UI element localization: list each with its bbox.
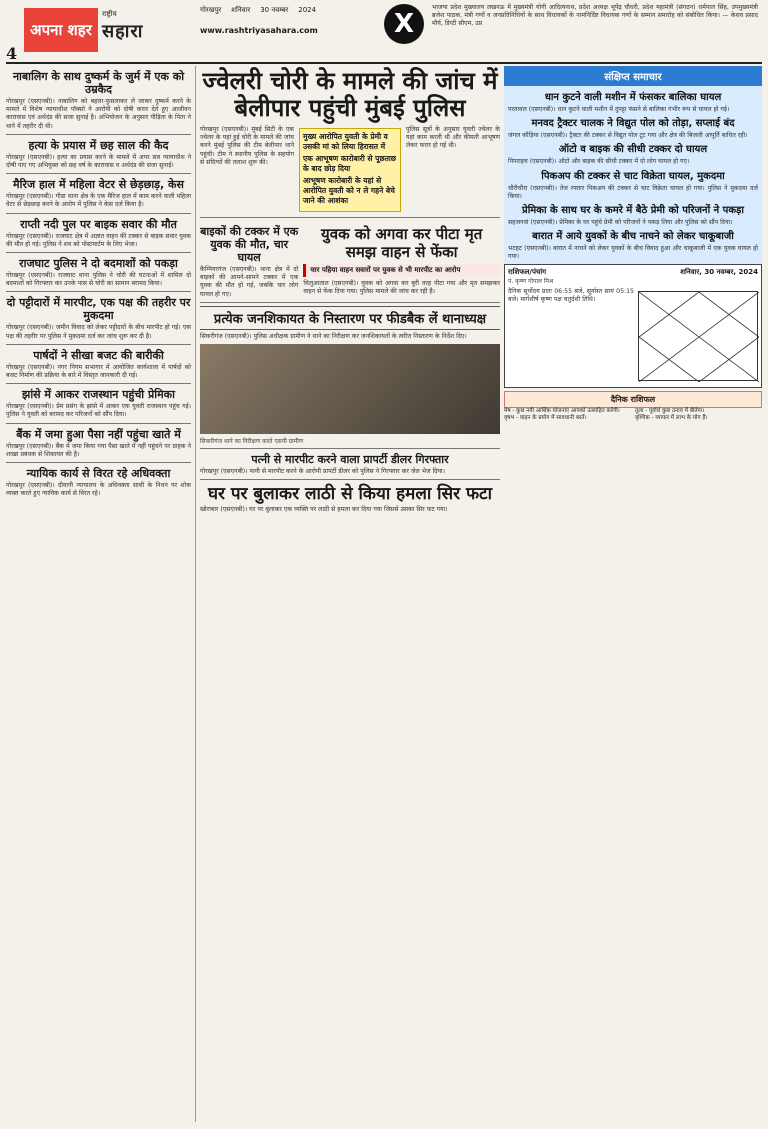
pull-quote: चार पहिया वाहन सवारों पर युवक से भी मारपीट का आरोप (303, 264, 500, 277)
headline: घर पर बुलाकर लाठी से किया हमला सिर फटा (207, 484, 493, 505)
divider (6, 383, 191, 384)
photo-caption: सिकरीगंज थाने का निरीक्षण करते एसपी ग्रामीण (200, 438, 304, 446)
day: शनिवार (231, 6, 251, 14)
headline: दो पट्टीदारों में मारपीट, एक पक्ष की तहरीर पर मुकदमा (6, 296, 191, 323)
highlight-item: मुख्य आरोपित युवती के प्रेमी व उसकी मां को लिया हिरासत में (303, 132, 388, 151)
article-body: गोरखपुर (एसएनबी)। गीडा थाना क्षेत्र के एक मैरिज हाल में काम करने वाली महिला वेटर से छेड़छाड़ करने के आरोप में पुलिस ने केस दर्ज किया है। (6, 193, 191, 209)
headline: प्रेमिका के साथ घर के कमरे में बैठे प्रेमी को परिजनों ने पकड़ा (522, 205, 744, 217)
year: 2024 (298, 6, 317, 14)
headline: नाबालिग के साथ दुष्कर्म के जुर्म में एक को उम्रकैद (12, 70, 185, 96)
article-body: चौरीचौरा (एसएनबी)। तेज रफ्तार पिकअप की टक्कर से चाट विक्रेता घायल हो गया। पुलिस ने मुकदमा दर्ज किया। (508, 184, 758, 200)
divider (6, 344, 191, 345)
secondary-stories (200, 221, 500, 299)
article-body: सिकरीगंज (एसएनबी)। पुलिस अधीक्षक ग्रामीण ने थाने का निरीक्षण कर जनशिकायतों के त्वरित निस्तारण के निर्देश दिए। (200, 332, 467, 340)
panchang-text: दैनिक सूर्योदय प्रातः 06:55 बजे, सूर्यास्त सायं 05:15 बजे। मार्गशीर्ष कृष्ण पक्ष चतुर्दशी तिथि। (508, 287, 634, 303)
divider (6, 213, 191, 214)
article-body: पिपराइच (एसएनबी)। ऑटो और बाइक की सीधी टक्कर में दो लोग घायल हो गए। (508, 158, 690, 166)
article-body: सहजनवां (एसएनबी)। प्रेमिका के घर पहुंचे प्रेमी को परिजनों ने पकड़ लिया और पुलिस को सौंप दिया। (508, 219, 733, 227)
headline: पार्षदों ने सीखा बजट की बारीकी (33, 348, 164, 362)
section-title: संक्षिप्त समाचार (504, 66, 762, 86)
divider (6, 134, 191, 135)
middle-column (200, 66, 500, 1122)
headline: मैरिज हाल में महिला वेटर से छेड़छाड़, केस (13, 178, 184, 192)
article-body: गोरखपुर (एसएनबी)। नगर निगम सभागार में आयोजित कार्यशाला में पार्षदों को बजट निर्माण की प्रक्रिया के बारे में विस्तृत जानकारी दी गई। (6, 363, 191, 380)
headline: बाइकों की टक्कर में एक युवक की मौत, चार घायल (200, 225, 299, 264)
headline: राजघाट पुलिस ने दो बदमाशों को पकड़ा (19, 257, 178, 271)
article-body: पुलिस सूत्रों के अनुसार युवती ज्वेलर के यहां काम करती थी और कीमती आभूषण लेकर फरार हो गई थी। (406, 126, 500, 150)
headline: ऑटो व बाइक की सीधी टक्कर दो घायल (558, 144, 708, 156)
daily-horoscope (504, 408, 762, 423)
article-body: गोरखपुर (एसएनबी)। पत्नी से मारपीट करने के आरोपी प्रापर्टी डीलर को पुलिस ने गिरफ्तार कर जेल भेज दिया। (200, 468, 445, 476)
headline: झांसे में आकर राजस्थान पहुंची प्रेमिका (22, 388, 175, 402)
headline: प्रत्येक जनशिकायत के निस्तारण पर फीडबैक लें थानाध्यक्ष (200, 306, 500, 330)
highlight-item: एक आभूषण कारोबारी से पूछताछ के बाद छोड़ दिया (303, 154, 397, 173)
article-body: गोरखपुर (एसएनबी)। जमीन विवाद को लेकर पट्टीदारों के बीच मारपीट हो गई। एक पक्ष की तहरीर पर पुलिस ने मुकदमा दर्ज कर जांच शुरू कर दी है। (6, 324, 191, 340)
top-news-quote: भाजपा प्रदेश मुख्यालय लखनऊ में मुख्यमंत्री योगी आदित्यनाथ, प्रदेश अध्यक्ष भूपेंद्र चौधरी, प्रदेश महामंत्री (संगठन) धर्मपाल सिंह, उपमुख्यमंत्री ब्रजेश पाठक, मंत्री गणों व जनप्रतिनिधियों के साथ विधायकों के नामनिर्दिष्ट विधायक गणों के सम्मान समारोह को संबोधित किया। — केशव प्रसाद मौर्य, डिप्टी सीएम, उप्र (432, 4, 758, 28)
horoscope-content (508, 288, 758, 384)
rashi-entry: वृषभ - वाहन के प्रयोग में सावधानी बरतें। (504, 415, 587, 422)
horoscope-header (508, 268, 758, 277)
article-body: गोरखपुर (एसएनबी)। मुंबई सिटी के एक ज्वेलर के यहां हुई चोरी के मामले की जांच करने मुंबई पुलिस की टीम बेलीपार थाने पहुंची। टीम ने स्थानीय पुलिस के सहयोग से संदिग्धों की तलाश शुरू की। (200, 126, 294, 166)
paper-tag: राष्ट्रीय (102, 10, 117, 18)
divider (200, 479, 500, 480)
article-body: जंगल कौड़िया (एसएनबी)। ट्रैक्टर की टक्कर से विद्युत पोल टूट गया और क्षेत्र की बिजली आपूर्ति बाधित रही। (508, 132, 748, 140)
article-body: खोराबार (एसएनबी)। घर पर बुलाकर एक व्यक्ति पर लाठी से हमला कर दिया गया जिससे उसका सिर फट गया। (200, 506, 448, 514)
rashi-entry: वृश्चिक - व्यापार में लाभ के योग हैं। (635, 415, 708, 422)
article-body: गोरखपुर (एसएनबी)। राजघाट क्षेत्र में अज्ञात वाहन की टक्कर से बाइक सवार युवक की मौत हो गई। पुलिस ने शव को पोस्टमार्टम के लिए भेजा। (6, 232, 191, 248)
paper-logo: सहारा (102, 21, 144, 42)
highlight-item: आभूषण कारोबारी के यहां से आरोपित युवती को न ले गहने बेचे जाने की आशंका (303, 176, 395, 205)
divider (6, 291, 191, 292)
rashi-entry: तुला - पूर्वार्ध कुछ तनाव में बीतेगा। (635, 407, 705, 414)
horoscope-date: शनिवार, 30 नवम्बर, 2024 (680, 267, 758, 276)
astrologer-name: पं. कृष्ण गोपाल मिश्र (508, 277, 554, 285)
article-body: कैम्पियरगंज (एसएनबी)। थाना क्षेत्र में दो बाइकों की आमने-सामने टक्कर में एक युवक की मौत हो गई, जबकि चार लोग घायल हो गए। (200, 266, 299, 298)
date: 30 नवम्बर (260, 6, 289, 14)
headline: धान कुटने वाली मशीन में फंसकर बालिका घायल (544, 92, 722, 103)
rashi-entry: मेष - कुछ नयी आर्थिक योजनाएं आपको उत्साहित करेंगी। (504, 407, 620, 414)
horoscope-box (504, 264, 762, 388)
article-body: चिलुआताल (एसएनबी)। युवक को अगवा कर बुरी तरह पीटा गया और मृत समझकर वाहन से फेंक दिया गया। पुलिस मामले की जांच कर रही है। (303, 280, 500, 296)
headline: युवक को अगवा कर पीटा मृत समझ वाहन से फेंका (321, 225, 483, 261)
headline: मनवद ट्रैक्टर चालक ने विद्युत पोल को तोड़ा, सप्लाई बंद (531, 118, 735, 130)
city: गोरखपुर (200, 6, 222, 14)
headline: बैंक में जमा हुआ पैसा नहीं पहुंचा खाते में (16, 427, 181, 441)
article-body: गोरखपुर (एसएनबी)। प्रेम प्रसंग के झांसे में आकर एक युवती राजस्थान पहुंच गई। पुलिस ने युवती को बरामद कर परिजनों को सौंप दिया। (6, 403, 191, 419)
headline: राप्ती नदी पुल पर बाइक सवार की मौत (20, 217, 177, 231)
highlight-box (299, 128, 401, 212)
brief-news-panel (504, 86, 762, 264)
kundli-diagram (639, 292, 759, 382)
lead-story (200, 126, 500, 214)
x-logo-icon: X (384, 4, 424, 44)
divider (200, 302, 500, 303)
divider (6, 462, 191, 463)
divider (6, 423, 191, 424)
article-body: परतावल (एसएनबी)। धान कुटने वाली मशीन में दुपट्टा फंसने से बालिका गंभीर रूप से घायल हो गई। (508, 106, 730, 113)
headline: पत्नी से मारपीट करने वाला प्रापर्टी डीलर गिरफ्तार (251, 453, 449, 467)
headline: न्यायिक कार्य से विरत रहे अधिवक्ता (26, 467, 171, 481)
divider (200, 448, 500, 449)
dateline (200, 6, 316, 15)
article-body: गोरखपुर (एसएनबी)। बैंक में जमा किया गया पैसा खाते में नहीं पहुंचने पर ग्राहक ने शाखा प्रबंधक से शिकायत की है। (6, 442, 191, 458)
daily-horoscope-title: दैनिक राशिफल (504, 391, 762, 408)
divider (6, 252, 191, 253)
right-column (504, 66, 762, 1122)
divider (6, 173, 191, 174)
horoscope-title: राशिफल/पंचांग (508, 267, 547, 276)
headline: हत्या के प्रयास में छह साल की कैद (28, 138, 169, 152)
news-photo (200, 344, 500, 434)
article-body: गोरखपुर (एसएनबी)। हत्या का प्रयास करने के मामले में अपर सत्र न्यायाधीश ने दोषी पाए गए अभियुक्त को छह वर्ष के कारावास व अर्थदंड की सजा सुनाई। (6, 153, 191, 170)
divider (200, 217, 500, 218)
lead-headline: ज्वेलरी चोरी के मामले की जांच में बेलीपार पहुंची मुंबई पुलिस (202, 67, 498, 122)
headline: पिकअप की टक्कर से चाट विक्रेता घायल, मुकदमा (541, 170, 725, 182)
kundli-chart (638, 291, 758, 381)
left-column (6, 66, 196, 1122)
article-body: भटहट (एसएनबी)। बारात में नाचने को लेकर युवकों के बीच विवाद हुआ और चाकूबाजी में एक युवक घायल हो गया। (508, 245, 758, 261)
paper-logo-block (98, 4, 188, 62)
article-body: गोरखपुर (एसएनबी)। नाबालिग को बहला-फुसलाकर ले जाकर दुष्कर्म करने के मामले में विशेष न्यायाधीश पॉक्सो ने आरोपी को दोषी करार देते हुए आजीवन कारावास एवं अर्थदंड की सजा सुनाई है। अभियोजन के अनुसार पीड़िता के पिता ने थाने में तहरीर दी थी। (6, 98, 191, 130)
article-body: गोरखपुर (एसएनबी)। दीवानी न्यायालय के अधिवक्ता साथी के निधन पर शोक व्यक्त करते हुए न्यायिक कार्य से विरत रहे। (6, 482, 191, 498)
section-brand: अपना शहर (24, 8, 98, 52)
headline: बारात में आये युवकों के बीच नाचने को लेकर चाकूबाजी (532, 231, 734, 243)
website-link[interactable]: www.rashtriyasahara.com (200, 26, 318, 35)
article-body: गोरखपुर (एसएनबी)। राजघाट थाना पुलिस ने चोरी की घटनाओं में शामिल दो बदमाशों को गिरफ्तार कर उनके पास से चोरी का सामान बरामद किया। (6, 272, 191, 288)
page-number: 4 (6, 44, 18, 63)
